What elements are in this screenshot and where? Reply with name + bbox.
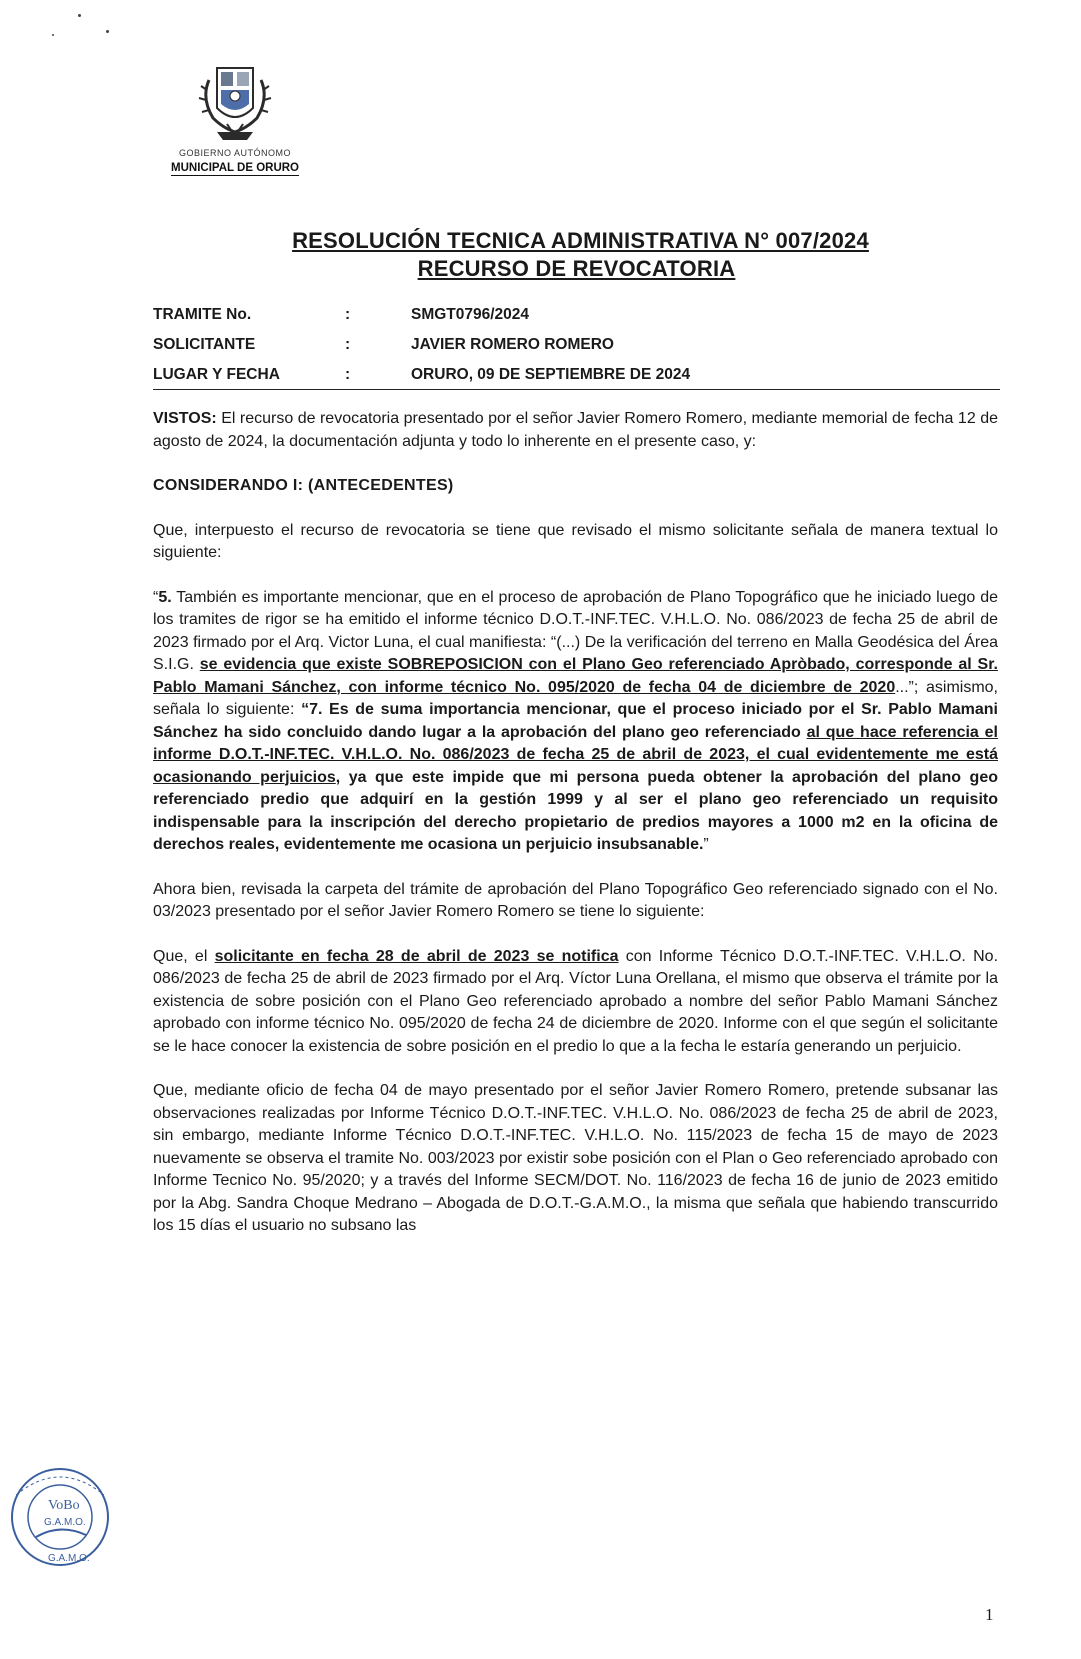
meta-label: TRAMITE No. <box>153 306 252 323</box>
meta-value: ORURO, 09 DE SEPTIEMBRE DE 2024 <box>411 366 691 383</box>
quote-close: ” <box>703 836 709 853</box>
resolution-title: RESOLUCIÓN TECNICA ADMINISTRATIVA N° 007/2024 <box>292 228 869 253</box>
scan-speck <box>106 30 109 33</box>
vistos-paragraph <box>153 408 998 453</box>
quote-bold-text: , ya que este impide que mi persona pueda obtener la aprobación del plano geo referenciado predio que adquirí en la gestión 1999 y al ser el plano geo referenciado un requisito indispensable para la inscripción del derecho propietario de predios mayores a 1000 m2 en la oficina de derechos reales, evidentemente me ocasiona un perjuicio insubsanable. <box>153 768 998 853</box>
paragraph-text: con Informe Técnico D.O.T.-INF.TEC. V.H.L.O. No. 086/2023 de fecha 25 de abril de 2023 firmado por el Arq. Víctor Luna Orellana, el mismo que observa el trámite por la existencia de sobre posición con el Plano Geo referenciado aprobado a nombre del señor Pablo Mamani Sánchez aprobado con informe técnico No. 095/2020 de fecha 24 de diciembre de 2020. Informe con el que según el solicitante se le hace conocer la existencia de sobre posición en el predio lo que a la fecha le estaría generando un perjuicio. <box>153 947 999 1055</box>
paragraph-oficio: Que, mediante oficio de fecha 04 de mayo presentado por el señor Javier Romero Romero, pretende subsanar las observaciones realizadas por Informe Técnico D.O.T.-INF.TEC. V.H.L.O. No. 086/2023 de fecha 25 de abril de 2023, sin embargo, mediante Informe Técnico D.O.T.-INF.TEC. V.H.L.O. No. 115/2023 de fecha 15 de mayo de 2023 nuevamente se observa el tramite No. 003/2023 por existir sobe posición con el Plan o Geo referenciado aprobado con Informe Tecnico No. 95/2020; y a través del Informe SECM/DOT. No. 116/2023 de fecha 16 de junio de 2023 emitido por la Abg. Sandra Choque Medrano – Abogada de D.O.T.-G.A.M.O., la misma que señala que habiendo transcurrido los 15 días el usuario no subsano las <box>153 1082 998 1234</box>
meta-value: JAVIER ROMERO ROMERO <box>411 336 614 353</box>
paragraph-intro: Que, interpuesto el recurso de revocatoria se tiene que revisado el mismo solicitante señala de manera textual lo siguiente: <box>153 521 998 561</box>
org-name-line1: GOBIERNO AUTÓNOMO <box>178 148 291 158</box>
org-name-line2: MUNICIPAL DE ORURO <box>171 162 299 174</box>
meta-colon: : <box>345 306 351 323</box>
vistos-text: El recurso de revocatoria presentado por el señor Javier Romero Romero, mediante memorial de fecha 12 de agosto de 2024, la documentación adjunta y todo lo inherente en el presente caso, y: <box>153 410 998 450</box>
meta-row-solicitante <box>153 336 1001 366</box>
case-metadata <box>153 306 1001 396</box>
resolution-subtitle: RECURSO DE REVOCATORIA <box>417 256 736 281</box>
municipal-crest-icon <box>187 62 283 146</box>
meta-label: SOLICITANTE <box>153 336 256 353</box>
considerando-heading: CONSIDERANDO I: (ANTECEDENTES) <box>153 477 454 494</box>
meta-row-tramite <box>153 306 1001 336</box>
paragraph-review: Ahora bien, revisada la carpeta del trámite de aprobación del Plano Topográfico Geo referenciado signado con el No. 03/2023 presentado por el señor Javier Romero Romero se tiene lo siguiente: <box>153 880 998 920</box>
quote-text: También es importante mencionar, que en el proceso de aprobación de Plano Topográfico que he iniciado luego de los tramites de rigor se ha emitido el informe técnico D.O.T.-INF.TEC. V.H.L.O. No. 086/2023 de fecha 25 de abril de 2023 firmado por el Arq. Victor Luna, el cual manifiesta: “(...) De la verificación del terreno en Malla Geodésica del Área S.I.G. <box>153 588 998 673</box>
paragraph-text: Que, el <box>153 947 215 965</box>
svg-text:G.A.M.O.: G.A.M.O. <box>44 1517 86 1528</box>
quote-open: “ <box>153 588 159 606</box>
quote-highlight: se evidencia que existe SOBREPOSICION con el Plano Geo referenciado Apròbado, corresponde al Sr. Pablo Mamani Sánchez, con informe técnico No. 095/2020 de fecha 04 de diciembre de 2020 <box>153 656 999 696</box>
approval-stamp-icon <box>8 1465 112 1569</box>
quote-text: ...”; asimismo, señala lo siguiente: <box>153 678 998 718</box>
scan-speck <box>78 14 81 17</box>
paragraph-notification <box>153 946 998 1059</box>
meta-colon: : <box>345 336 351 353</box>
svg-text:VoBo: VoBo <box>48 1498 80 1513</box>
quote-item-number: 5. <box>158 588 172 606</box>
document-body <box>153 408 998 1260</box>
meta-label: LUGAR Y FECHA <box>153 366 280 383</box>
letterhead <box>150 62 320 176</box>
quote-highlight: al que hace referencia el informe D.O.T.-INF.TEC. V.H.L.O. No. 086/2023 de fecha 25 de abril de 2023, el cual evidentemente me está ocasionando perjuicios <box>153 723 999 786</box>
meta-row-lugar-fecha <box>153 366 1001 396</box>
meta-colon: : <box>345 366 351 383</box>
quote-bold-text: “7. Es de suma importancia mencionar, que el proceso iniciado por el Sr. Pablo Mamani Sánchez ha sido concluido dando lugar a la aprobación del plano geo referenciado <box>153 701 998 741</box>
meta-divider <box>153 389 1000 390</box>
page-number: 1 <box>985 1605 994 1624</box>
quoted-paragraph <box>153 587 998 857</box>
scan-speck <box>52 34 54 36</box>
meta-value: SMGT0796/2024 <box>411 306 530 323</box>
vistos-label: VISTOS: <box>153 410 217 427</box>
svg-text:G.A.M.O.: G.A.M.O. <box>48 1553 90 1564</box>
paragraph-highlight: solicitante en fecha 28 de abril de 2023 se notifica <box>214 947 619 965</box>
